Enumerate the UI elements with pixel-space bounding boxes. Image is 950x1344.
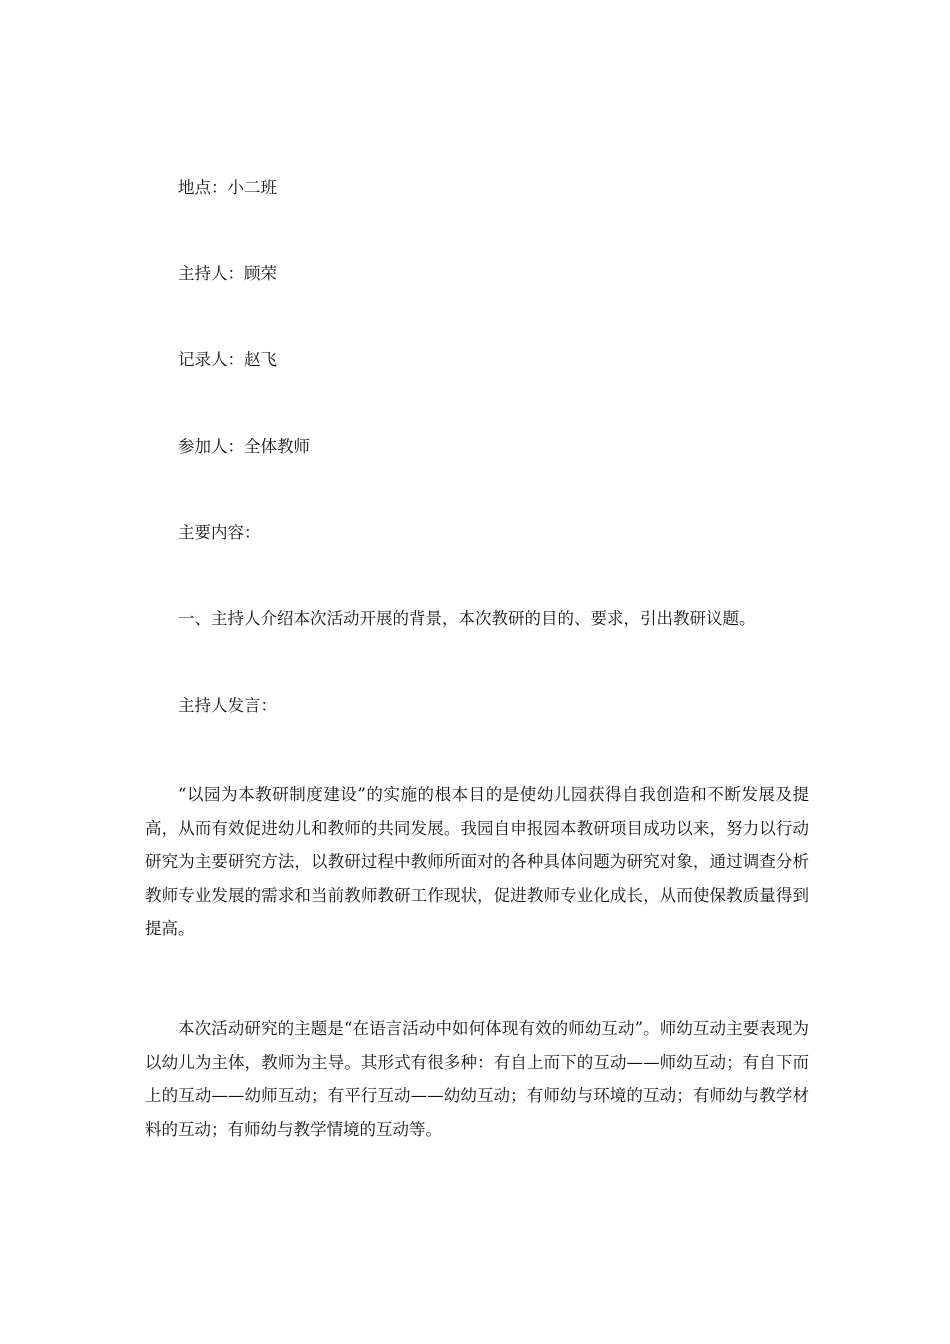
- participants-line: 参加人：全体教师: [178, 437, 310, 456]
- location-line: 地点：小二班: [178, 178, 277, 197]
- main-content-heading: 主要内容：: [178, 523, 261, 542]
- host-line: 主持人：顾荣: [178, 264, 277, 283]
- speech-paragraph-1: “以园为本教研制度建设”的实施的根本目的是使幼儿园获得自我创造和不断发展及提高，从而有效促进幼儿和教师的共同发展。我园自申报园本教研项目成功以来，努力以行动研究为主要研究方法，以教研过程中教师所面对的各种具体问题为研究对象，通过调查分析教师专业发展的需求和当前教师教研工作现状，促进教师专业化成长，从而使保教质量得到提高。: [145, 785, 809, 938]
- speech-paragraph-2: 本次活动研究的主题是“在语言活动中如何体现有效的师幼互动”。师幼互动主要表现为以幼儿为主体，教师为主导。其形式有很多种：有自上而下的互动——师幼互动；有自下而上的互动——幼师互动；有平行互动——幼幼互动；有师幼与环境的互动；有师幼与教学材料的互动；有师幼与教学情境的互动等。: [145, 1019, 809, 1139]
- recorder-line: 记录人：赵飞: [178, 350, 277, 369]
- agenda-item-one: 一、主持人介绍本次活动开展的背景，本次教研的目的、要求，引出教研议题。: [178, 609, 756, 628]
- host-speech-heading: 主持人发言：: [178, 696, 277, 715]
